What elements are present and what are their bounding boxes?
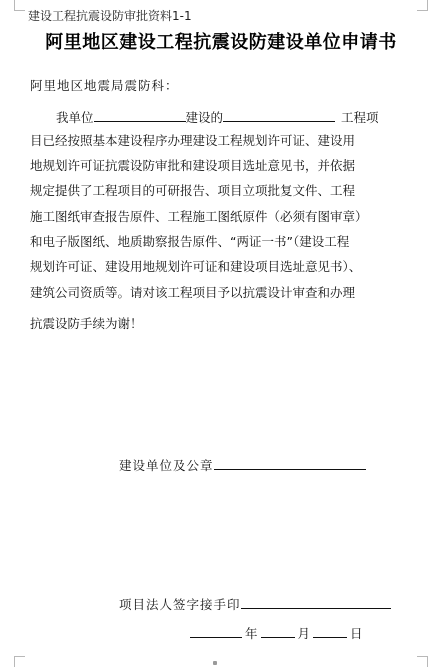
legal-rep-signature-line xyxy=(119,594,391,614)
page-corner-mark-top-right xyxy=(417,0,428,11)
page-corner-mark-top-left xyxy=(14,0,25,11)
salutation: 阿里地区地震局震防科： xyxy=(30,78,179,93)
day-blank[interactable] xyxy=(313,623,347,638)
date-line xyxy=(190,623,363,643)
year-label: 年 xyxy=(245,626,258,641)
month-blank[interactable] xyxy=(261,623,295,638)
body-line-6: 和电子版图纸、地质勘察报告原件、“两证一书”（建设工程 xyxy=(30,234,350,249)
legal-rep-label: 项目法人签字接手印 xyxy=(119,597,241,612)
body-text: 我单位 xyxy=(56,110,94,125)
body-line-1 xyxy=(30,107,414,127)
body-line-4: 规定提供了工程项目的可研报告、项目立项批复文件、工程 xyxy=(30,183,356,198)
project-name-blank[interactable] xyxy=(223,107,335,122)
document-title: 阿里地区建设工程抗震设防建设单位申请书 xyxy=(45,32,397,53)
body-line-3: 地规划许可证抗震设防审批和建设项目选址意见书，并依据 xyxy=(30,158,356,173)
unit-seal-line xyxy=(119,455,366,475)
page-corner-mark-bottom-right xyxy=(417,656,428,667)
body-line-5: 施工图纸审查报告原件、工程施工图纸原件（必须有图审章） xyxy=(30,209,368,224)
document-reference-label: 建设工程抗震设防审批资料1-1 xyxy=(28,9,192,23)
body-text: 工程项 xyxy=(341,110,379,125)
body-text: 建设的 xyxy=(185,110,224,125)
legal-rep-signature-blank[interactable] xyxy=(241,594,391,609)
unit-seal-label: 建设单位及公章 xyxy=(119,458,214,473)
unit-seal-blank[interactable] xyxy=(214,455,366,470)
day-label: 日 xyxy=(350,626,363,641)
year-blank[interactable] xyxy=(190,623,242,638)
body-line-2: 目已经按照基本建设程序办理建设工程规划许可证、建设用 xyxy=(30,133,356,148)
month-label: 月 xyxy=(297,626,311,641)
body-line-8: 建筑公司资质等。请对该工程项目予以抗震设计审查和办理 xyxy=(30,285,356,300)
page-footer-mark xyxy=(213,661,217,665)
body-line-7: 规划许可证、建设用地规划许可证和建设项目选址意见书）、 xyxy=(30,259,362,274)
page-corner-mark-bottom-left xyxy=(14,656,25,667)
body-line-9: 抗震设防手续为谢！ xyxy=(30,316,143,331)
unit-name-blank[interactable] xyxy=(94,107,186,122)
